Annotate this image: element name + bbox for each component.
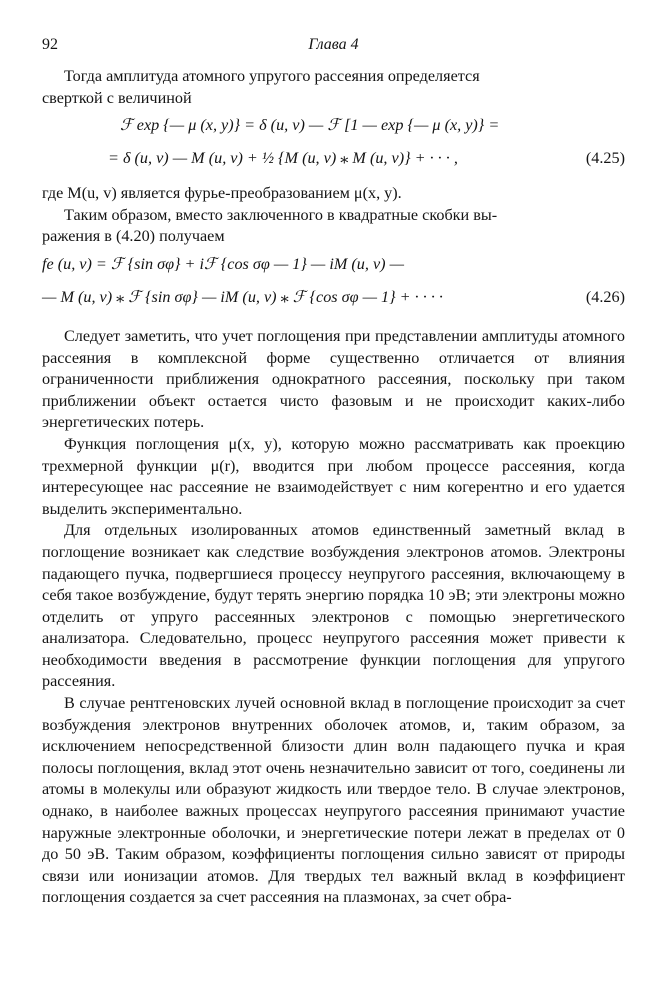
paragraph-absorption-function: Функция поглощения μ(x, y), которую можно рассматривать как проекцию трехмерной функции μ(r), вводится при любом процессе рассеяния, когда интересующее нас рассеяние не взаимодействует с ним когерентно и его удается выделить экспериментально. bbox=[42, 434, 625, 518]
equation-4-26-line-2: — M (u, v) ⁎ ℱ {sin σφ} — iM (u, v) ⁎ ℱ {cos σφ — 1} + · · · · bbox=[42, 287, 443, 306]
paragraph-x-rays: В случае рентгеновских лучей основной вклад в поглощение происходит за счет возбуждения электронов внутренних оболочек атомов, и, таким образом, за исключением непосредственной близости длин волн падающего пучка и края полосы поглощения, вклад этот очень незначительно зависит от того, соединены ли атомы в молекулы или образуют жидкость или твердое тело. В случае электронов, однако, в наиболее важных процессах неупругого рассеяния принимают участие наружные электронные оболочки, и энергетические потери лежат в пределах от 0 до 50 эВ. Таким образом, коэффициенты поглощения сильно зависят от природы связи или ионизации атомов. Для твердых тел важный вклад в коэффициент поглощения создается за счет рассеяния на плазмонах, за счет обра- bbox=[42, 694, 625, 907]
paragraph-intro-line-2: сверткой с величиной bbox=[42, 88, 192, 107]
equation-4-25-line-2: = δ (u, v) — M (u, v) + ½ {M (u, v) ⁎ M (u, v)} + · · · , bbox=[108, 149, 458, 168]
page-header bbox=[42, 36, 625, 60]
equation-4-26-number: (4.26) bbox=[585, 287, 625, 306]
paragraph-isolated-atoms: Для отдельных изолированных атомов единственный заметный вклад в поглощение возникает как следствие возбуждения электронов атомов. Электроны падающего пучка, подвергшиеся процессу неупругого рассеяния, включающему в себя такое возбуждение, будут терять энергию порядка 10 эВ; эти электроны можно отделить от упруго рассеянных электронов с помощью энергетического анализатора. Следовательно, процесс неупругого рассеяния может привести к необходимости введения в рассмотрение функции поглощения для упругого рассеяния. bbox=[42, 521, 625, 691]
equation-4-26-line-1: fe (u, v) = ℱ {sin σφ} + iℱ {cos σφ — 1} — iM (u, v) — bbox=[42, 254, 404, 273]
paragraph-where-line-2: Таким образом, вместо заключенного в квадратные скобки вы- bbox=[64, 205, 498, 224]
chapter-title: Глава 4 bbox=[308, 36, 359, 53]
equation-4-25-line-1: ℱ exp {— μ (x, y)} = δ (u, v) — ℱ [1 — exp {— μ (x, y)} = bbox=[120, 116, 500, 135]
paragraph-intro bbox=[42, 66, 625, 109]
paragraph-where-line-1: где M(u, v) является фурье-преобразованием μ(x, y). bbox=[42, 184, 402, 203]
paragraph-intro-line-1: Тогда амплитуда атомного упругого рассеяния определяется bbox=[64, 67, 480, 85]
page-number: 92 bbox=[42, 36, 58, 53]
equation-4-26 bbox=[42, 248, 625, 314]
paragraph-absorption-note: Следует заметить, что учет поглощения при представлении амплитуды атомного рассеяния в комплексной форме существенно отличается от влияния ограниченности приближения однократного рассеяния, поскольку при таком приближении объект остается чисто фазовым и не происходит каких-либо энергетических потерь. bbox=[42, 326, 625, 432]
equation-4-25 bbox=[42, 109, 625, 175]
body-text bbox=[42, 326, 625, 909]
paragraph-where-line-3: ражения в (4.20) получаем bbox=[42, 227, 225, 246]
book-page bbox=[42, 36, 625, 909]
paragraph-where bbox=[42, 183, 625, 248]
equation-4-25-number: (4.25) bbox=[585, 149, 625, 168]
